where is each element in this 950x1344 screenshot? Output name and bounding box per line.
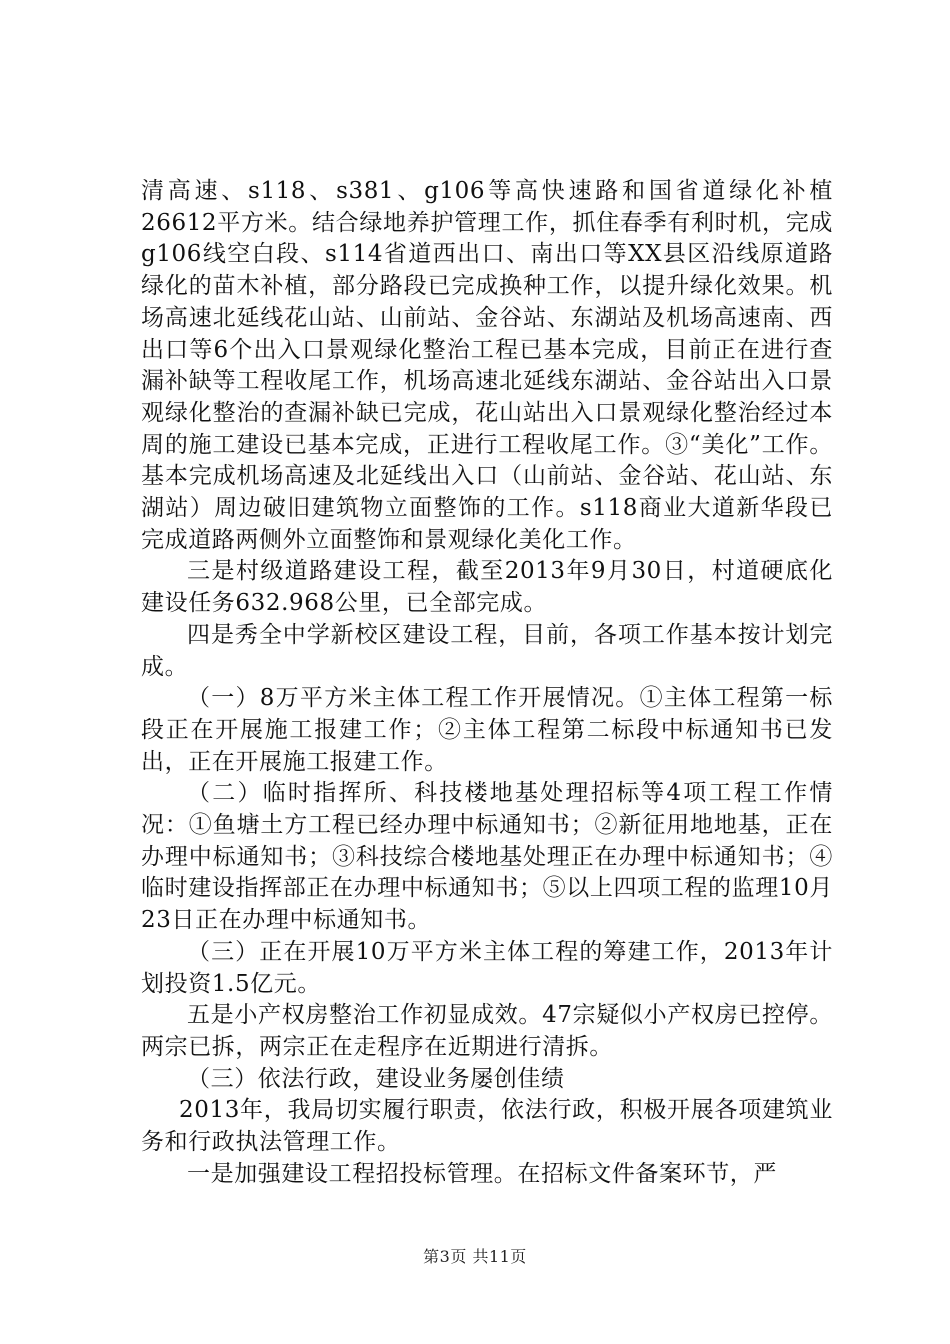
document-body <box>141 176 833 1191</box>
paragraph-greening-progress: 清高速、s118、s381、g106等高快速路和国省道绿化补植26612平方米。结合绿地养护管理工作，抓住春季有利时机，完成g106线空白段、s114省道西出口、南出口等XX县区沿线原道路绿化的苗木补植，部分路段已完成换种工作，以提升绿化效果。机场高速北延线花山站、山前站、金谷站、东湖站及机场高速南、西出口等6个出入口景观绿化整治工程已基本完成，目前正在进行查漏补缺等工程收尾工作，机场高速北延线东湖站、金谷站出入口景观绿化整治的查漏补缺已完成，花山站出入口景观绿化整治经过本周的施工建设已基本完成，正进行工程收尾工作。③“美化”工作。基本完成机场高速及北延线出入口（山前站、金谷站、花山站、东湖站）周边破旧建筑物立面整饰的工作。s118商业大道新华段已完成道路两侧外立面整饰和景观绿化美化工作。 <box>141 178 833 553</box>
section-heading-law-administration: （三）依法行政，建设业务屡创佳绩 <box>187 1065 565 1092</box>
paragraph-school-campus: 四是秀全中学新校区建设工程，目前，各项工作基本按计划完成。 <box>141 621 833 680</box>
paragraph-village-roads: 三是村级道路建设工程，截至2013年9月30日，村道硬底化建设任务632.968公里，已全部完成。 <box>141 558 833 617</box>
paragraph-small-property: 五是小产权房整治工作初显成效。47宗疑似小产权房已控停。两宗已拆，两宗正在走程序在近期进行清拆。 <box>141 1002 833 1060</box>
paragraph-bureau-duties: 2013年，我局切实履行职责，依法行政，积极开展各项建筑业务和行政执法管理工作。 <box>141 1097 833 1156</box>
paragraph-planning-investment: （三）正在开展10万平方米主体工程的筹建工作，2013年计划投资1.5亿元。 <box>141 938 833 997</box>
paragraph-main-project: （一）8万平方米主体工程工作开展情况。①主体工程第一标段正在开展施工报建工作；②主体工程第二标段中标通知书已发出，正在开展施工报建工作。 <box>141 685 833 775</box>
paragraph-bidding-management: 一是加强建设工程招投标管理。在招标文件备案环节，严 <box>187 1160 777 1187</box>
paragraph-temporary-command: （二）临时指挥所、科技楼地基处理招标等4项工程工作情况：①鱼塘土方工程已经办理中标通知书；②新征用地地基，正在办理中标通知书；③科技综合楼地基处理正在办理中标通知书；④临时建设指挥部正在办理中标通知书；⑤以上四项工程的监理10月23日正在办理中标通知书。 <box>141 780 833 934</box>
page-number-footer: 第3页 共11页 <box>423 1247 527 1266</box>
